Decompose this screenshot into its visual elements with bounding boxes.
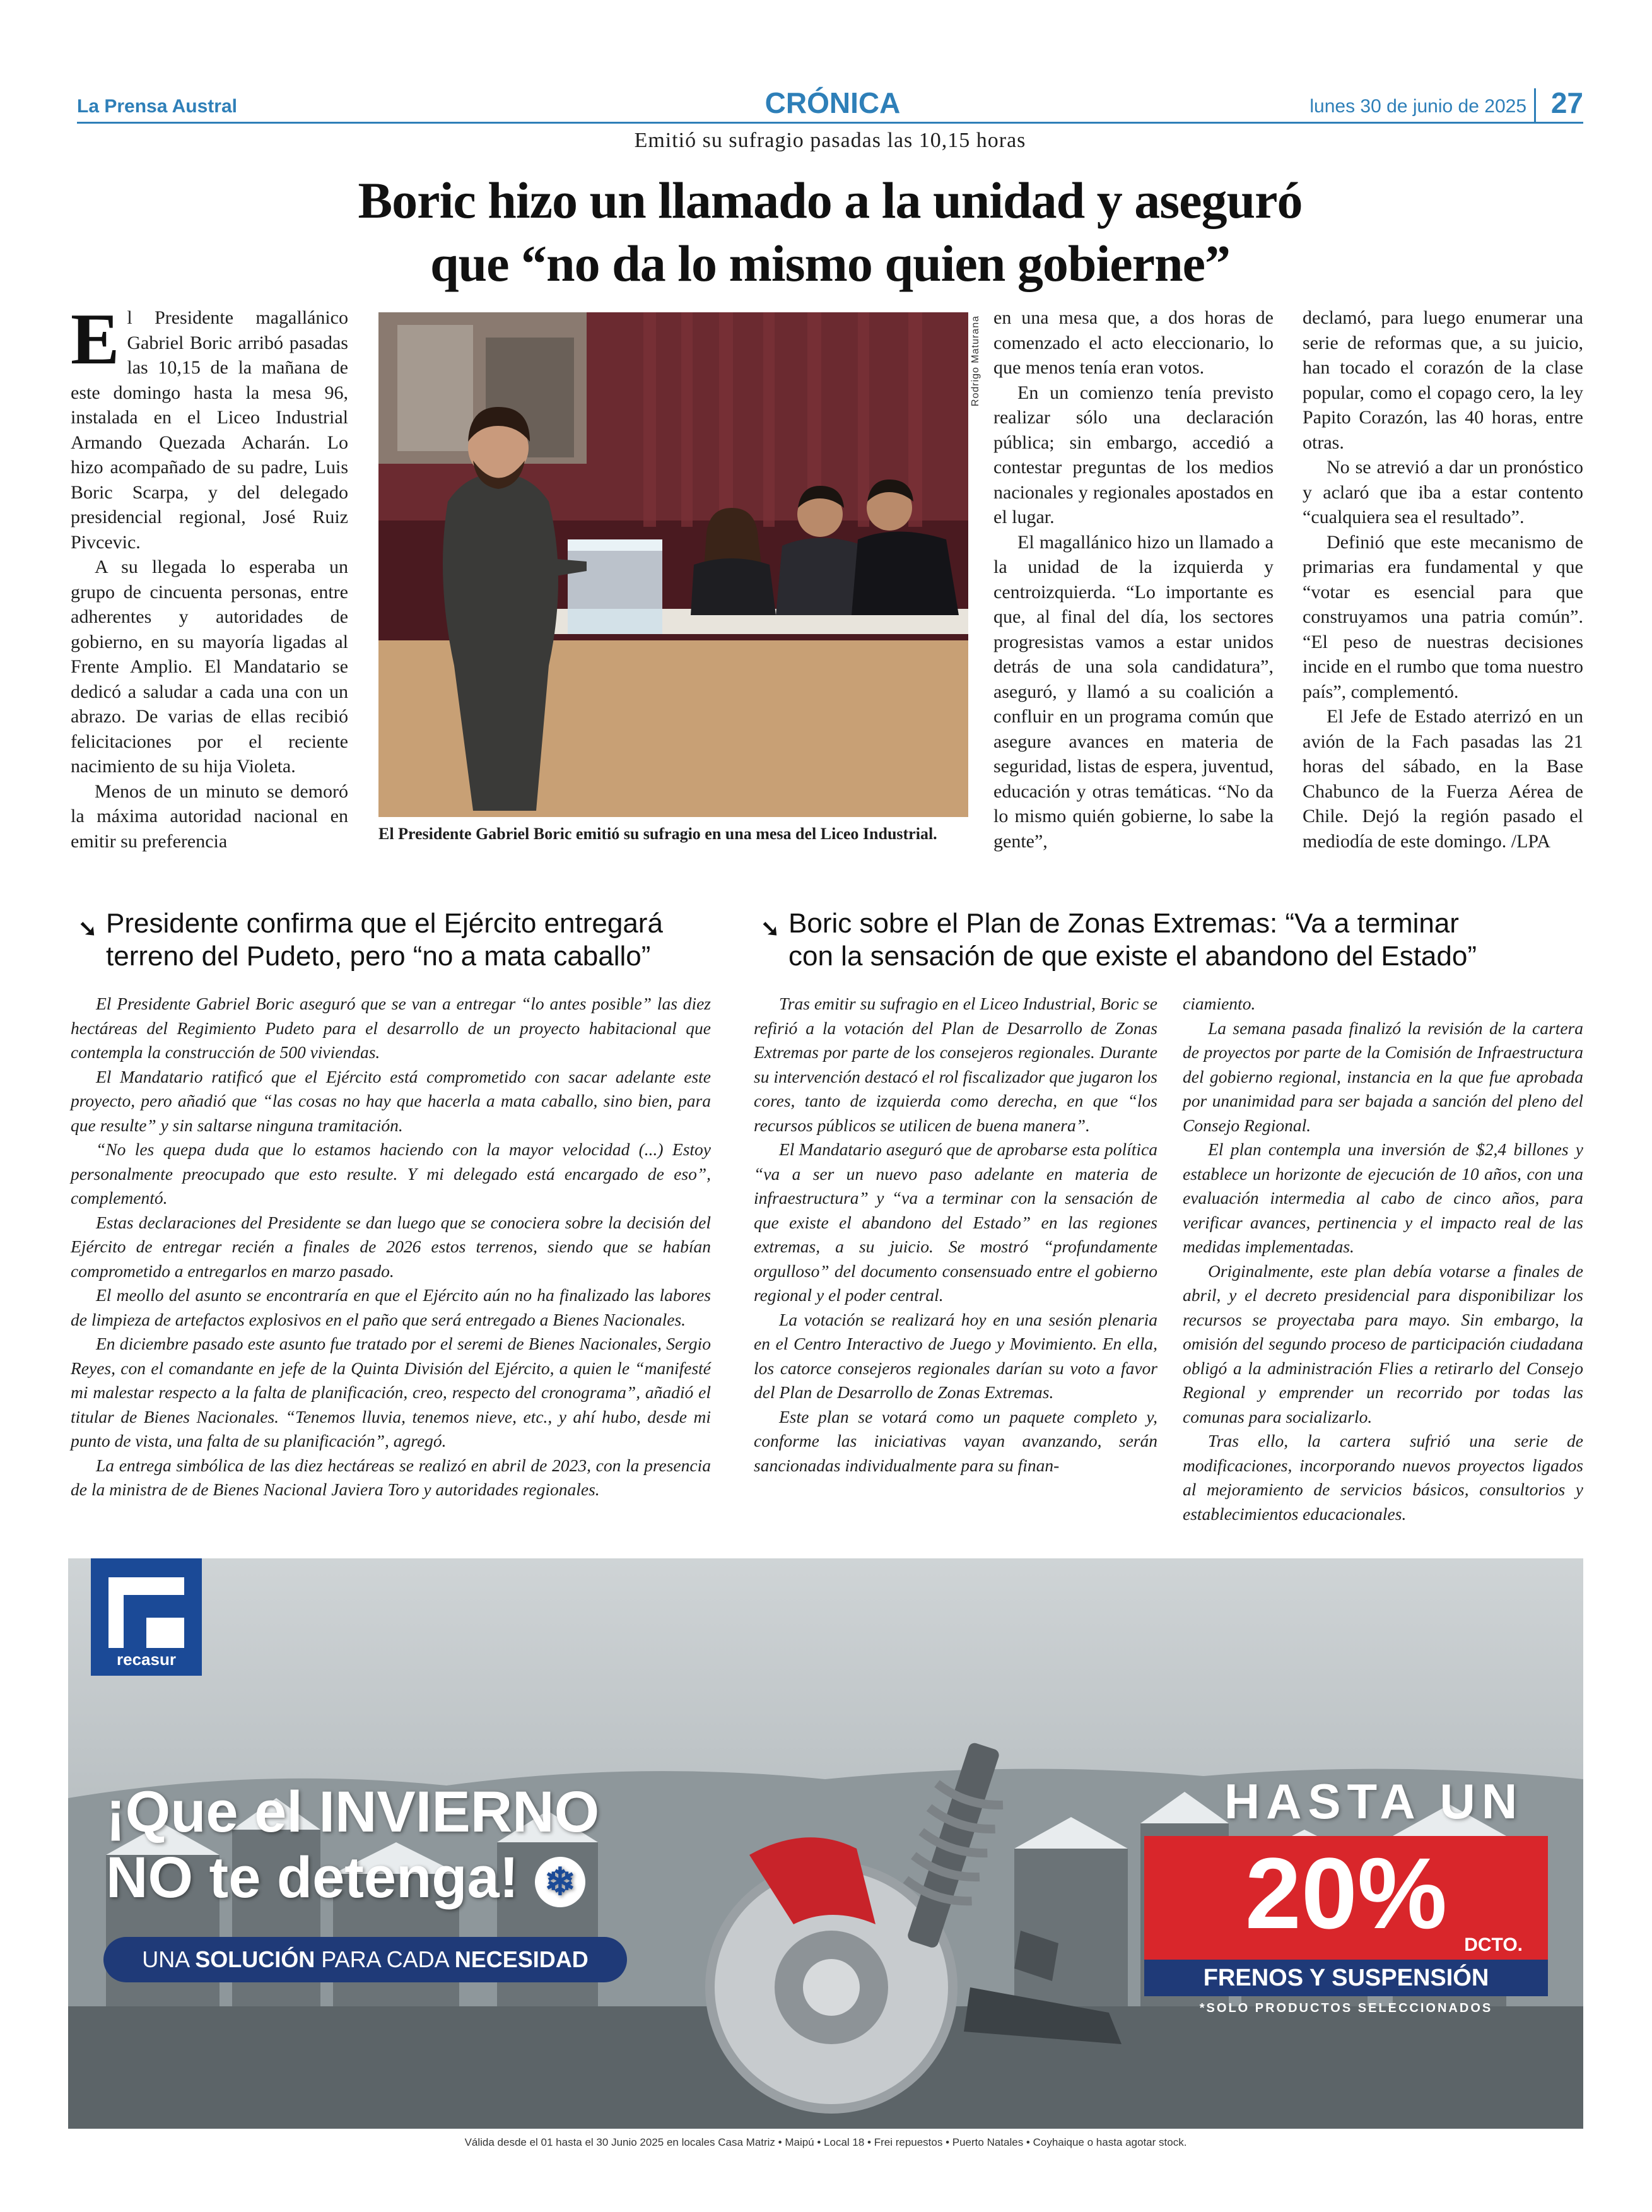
- issue-date: lunes 30 de junio de 2025: [1309, 96, 1526, 117]
- tagline-part: NECESIDAD: [454, 1946, 589, 1972]
- recasur-logo: [91, 1558, 202, 1676]
- tagline-part: SOLUCIÓN: [195, 1946, 315, 1972]
- ad-headline: [106, 1779, 599, 1910]
- promo-box: [1144, 1836, 1548, 1960]
- brake-suspension-illustration: [667, 1716, 1172, 2120]
- story3-paragraph: Originalmente, este plan debía votarse a finales de abril, y el decreto presidencial para disponibilizar los recursos se proyectaba para mayo. Sin embargo, la omisión del segundo proceso de participación ciudadana obligó a la administración Flies a retirarlo del Consejo Regional y emprender un recorrido por todas las comunas para socializarlo.: [1183, 1261, 1583, 1427]
- ad-tagline: [103, 1937, 627, 1982]
- story3-paragraph: El plan contempla una inversión de $2,4 billones y establece un horizonte de ejecución de 10 años, con una evaluación intermedia al cabo de cinco años, para verificar avances, pertinencia y el impacto real de las medidas implementadas.: [1183, 1139, 1583, 1256]
- arrow-icon: ➘: [78, 915, 98, 941]
- story2-paragraph: El Presidente Gabriel Boric aseguró que se van a entregar “lo antes posible” las diez hectáreas del Regimiento Pudeto para el desarrollo de un proyecto habitacional que contempla la construcción de 500 viviendas.: [71, 994, 711, 1062]
- story3-column-2: [1183, 992, 1583, 1526]
- article-paragraph: El magallánico hizo un llamado a la unidad de la izquierda y centroizquierda. “Lo importante es que, al final del día, los sectores progresistas vamos a estar unidos detrás de una sola candidatura”, aseguró, y llamó a su coalición a confluir en un programa común que asegure avances en materia de seguridad, listas de espera, juventud, educación y otras temáticas. “No da lo mismo quién gobierne, lo sabe la gente”,: [993, 531, 1274, 852]
- story3-paragraph: La votación se realizará hoy en una sesión plenaria en el Centro Interactivo de Juego y Movimiento. En ella, los catorce consejeros regionales darían su voto a favor del Plan de Desarrollo de Zonas Extremas.: [754, 1309, 1157, 1402]
- article-paragraph: en una mesa que, a dos horas de comenzado el acto eleccionario, lo que menos tenía eran votos.: [993, 307, 1274, 378]
- article-paragraph: A su llegada lo esperaba un grupo de cincuenta personas, entre adherentes y autoridades de gobierno, en su mayoría ligadas al Frente Amplio. El Mandatario se dedicó a saludar a cada una con un abrazo. De varias de ellas recibió felicitaciones por el reciente nacimiento de su hija Violeta.: [71, 556, 348, 777]
- arrow-icon: ➘: [761, 915, 780, 941]
- article-headline: [77, 169, 1583, 295]
- story2-title: [78, 907, 737, 973]
- article-paragraph: l Presidente magallánico Gabriel Boric arribó pasadas las 10,15 de la mañana de este domingo hasta la mesa 96, instalada en el Liceo Industrial Armando Quezada Acharán. Lo hizo acompañado de su padre, Luis Boric Scarpa, y del delegado presidencial regional, José Ruiz Pivcevic.: [71, 307, 348, 553]
- story3-paragraph: La semana pasada finalizó la revisión de la cartera de proyectos por parte de la Comisión de Infraestructura del gobierno regional, instancia en la que fue aprobada por unanimidad para ser bajada a sanción del pleno del Consejo Regional.: [1183, 1018, 1583, 1135]
- promo-category: FRENOS Y SUSPENSIÓN: [1144, 1960, 1548, 1996]
- headline-line-1: Boric hizo un llamado a la unidad y aseguró: [358, 172, 1303, 229]
- header-divider: [1534, 88, 1536, 124]
- voting-scene-illustration: [378, 312, 968, 817]
- promo-top: HASTA UN: [1224, 1774, 1524, 1829]
- story3-title-line-1: Boric sobre el Plan de Zonas Extremas: “Va a terminar: [788, 908, 1459, 939]
- story2-paragraph: “No les quepa duda que lo estamos haciendo con la mayor velocidad (...) Estoy personalmente preocupado que esto resulte. Y mi delegado está encargado de eso”, complementó.: [71, 1139, 711, 1208]
- story3-title-line-2: con la sensación de que existe el abandono del Estado”: [788, 941, 1477, 972]
- ad-headline-line-2-text: NO te detenga!: [106, 1845, 519, 1910]
- story2-paragraph: La entrega simbólica de las diez hectáreas se realizó en abril de 2023, con la presencia de la ministra de de Bienes Nacional Javiera Toro y autoridades regionales.: [71, 1455, 711, 1499]
- story2-title-line-2: terreno del Pudeto, pero “no a mata caballo”: [106, 941, 651, 972]
- story3-column-1: [754, 992, 1157, 1478]
- photo-caption: El Presidente Gabriel Boric emitió su sufragio en una mesa del Liceo Industrial.: [378, 825, 937, 843]
- promo-note: *SOLO PRODUCTOS SELECCIONADOS: [1199, 2001, 1493, 2015]
- ad-fine-print: Válida desde el 01 hasta el 30 Junio 2025 en locales Casa Matriz • Maipú • Local 18 • Frei repuestos • Puerto Natales • Coyhaique o hasta agotar stock.: [464, 2136, 1187, 2148]
- story2-body: [71, 992, 711, 1502]
- story3-title: [761, 907, 1583, 973]
- story2-paragraph: Estas declaraciones del Presidente se dan luego que se conociera sobre la decisión del Ejército de entregar recién a finales de 2026 estos terrenos, siendo que se habían comprometido a entregarlos en marzo pasado.: [71, 1212, 711, 1281]
- newspaper-brand: La Prensa Austral: [77, 96, 237, 117]
- page-number: 27: [1550, 86, 1583, 119]
- ad-headline-line-1: ¡Que el INVIERNO: [106, 1780, 600, 1844]
- article-paragraph: declamó, para luego enumerar una serie de reformas que, a su juicio, han tocado el corazón de la clase popular, como el copago cero, la ley Papito Corazón, las 40 horas, entre otras.: [1303, 307, 1583, 453]
- ad-headline-line-2: [106, 1845, 599, 1910]
- tagline-part: PARA CADA: [321, 1946, 448, 1972]
- advertisement[interactable]: [68, 1558, 1583, 2129]
- story3-paragraph: El Mandatario aseguró que de aprobarse esta política “va a ser un nuevo paso adelante en materia de infraestructura” y “va a terminar con la sensación de que existe el abandono del Estado” en las regiones extremas, a su juicio. Se mostró “profundamente orgulloso” del documento consensuado entre el gobierno regional y el poder central.: [754, 1139, 1157, 1305]
- story2-paragraph: El meollo del asunto se encontraría en que el Ejército aún no ha finalizado las labores de limpieza de artefactos explosivos en el paño que será entregado a Bienes Nacionales.: [71, 1285, 711, 1329]
- article-column-2: [993, 305, 1274, 854]
- article-column-3: [1303, 305, 1583, 854]
- story2-paragraph: El Mandatario ratificó que el Ejército está comprometido con sacar adelante este proyecto, pero añadió que “las cosas no hay que hacerla a mata caballo, sino bien, para que resulte” y sin saltarse ninguna tramitación.: [71, 1066, 711, 1135]
- story2-paragraph: En diciembre pasado este asunto fue tratado por el seremi de Bienes Nacionales, Sergio Reyes, con el comandante en jefe de la Quinta División del Ejército, a quien le “manifesté mi malestar respecto a la falta de planificación, creo, respecto del cronograma”, añadió el titular de Bienes Nacionales. “Tenemos lluvia, tenemos nieve, etc., y ahí hubo, desde mi punto de vista, una falta de su planificación”, agregó.: [71, 1334, 711, 1450]
- recasur-logo-mark: [91, 1558, 202, 1653]
- promo-value: 20%: [1245, 1837, 1448, 1950]
- story3-paragraph: Este plan se votará como un paquete completo y, conforme las iniciativas vayan avanzando, serán sancionadas individualmente para su finan-: [754, 1406, 1157, 1475]
- article-paragraph: No se atrevió a dar un pronóstico y aclaró que iba a estar contento “cualquiera sea el resultado”.: [1303, 457, 1583, 527]
- headline-line-2: que “no da lo mismo quien gobierne”: [430, 235, 1231, 292]
- snowflake-icon: ❄: [535, 1857, 585, 1907]
- article-column-1: [71, 299, 348, 854]
- recasur-logo-text: recasur: [117, 1650, 176, 1669]
- photo-credit: Rodrigo Maturana: [970, 315, 981, 407]
- header-rule: [77, 122, 1583, 124]
- article-kicker: Emitió su sufragio pasadas las 10,15 horas: [634, 129, 1026, 152]
- story2-title-line-1: Presidente confirma que el Ejército entregará: [106, 908, 663, 939]
- article-paragraph: El Jefe de Estado aterrizó en un avión de la Fach pasadas las 21 horas del sábado, en la Base Chabunco de la Fuerza Aérea de Chile. Dejó la región pasado el mediodía de este domingo. /LPA: [1303, 706, 1583, 852]
- story3-paragraph: ciamiento.: [1183, 994, 1256, 1013]
- promo-unit: DCTO.: [1464, 1934, 1523, 1955]
- article-paragraph: En un comienzo tenía previsto realizar sólo una declaración pública; sin embargo, accedió a contestar preguntas de los medios nacionales y regionales apostados en el lugar.: [993, 382, 1274, 527]
- drop-cap: E: [71, 299, 120, 380]
- story3-paragraph: Tras emitir su sufragio en el Liceo Industrial, Boric se refirió a la votación del Plan de Desarrollo de Zonas Extremas por parte de los consejeros regionales. Durante su intervención destacó el rol fiscalizador que jugaron los cores, tanto de izquierda como derecha, en que “los recursos públicos se utilicen de buena manera”.: [754, 994, 1157, 1135]
- tagline-part: UNA: [142, 1946, 189, 1972]
- article-paragraph: Menos de un minuto se demoró la máxima autoridad nacional en emitir su preferencia: [71, 780, 348, 852]
- section-title: CRÓNICA: [764, 86, 901, 119]
- article-photo: [378, 312, 968, 817]
- story3-paragraph: Tras ello, la cartera sufrió una serie de modificaciones, incorporando nuevos proyectos ligados al mejoramiento de servicios básicos, consultorios y establecimientos educacionales.: [1183, 1431, 1583, 1524]
- article-paragraph: Definió que este mecanismo de primarias era fundamental y que “votar es esencial para que construyamos una patria común”. “El peso de nuestras decisiones incide en el rumbo que toma nuestro país”, complementó.: [1303, 531, 1583, 702]
